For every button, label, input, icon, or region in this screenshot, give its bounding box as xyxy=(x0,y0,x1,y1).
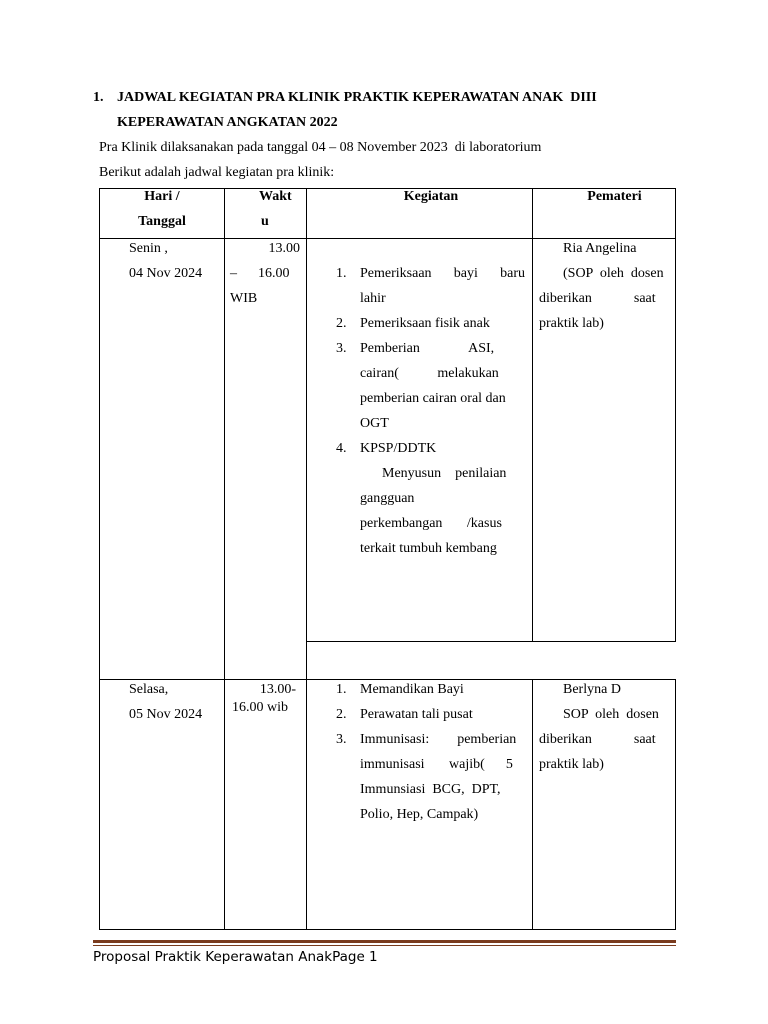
intro-line2: Berikut adalah jadwal kegiatan pra klinik: xyxy=(99,165,335,180)
row2-speaker-note-3: praktik lab) xyxy=(539,757,604,772)
row2-speaker xyxy=(539,677,670,777)
row2-time-line2: 16.00 wib xyxy=(232,700,288,715)
list-item: 3. Immunisasi: pemberian immunisasi wajib( 5 Immunsiasi BCG, DPT, Polio, Hep, Campak) xyxy=(336,732,517,822)
row2-col-divider-2 xyxy=(306,679,307,930)
intro-line1: Pra Klinik dilaksanakan pada tanggal 04 – 08 November 2023 di laboratorium xyxy=(99,140,542,155)
header-day-line2: Tanggal xyxy=(138,214,186,229)
row1-date: 04 Nov 2024 xyxy=(129,266,203,281)
header-activity: Kegiatan xyxy=(403,189,459,204)
row2-day xyxy=(129,677,202,727)
row2-col-divider-3 xyxy=(532,679,533,930)
row2-speaker-note-1: SOP oleh dosen xyxy=(563,707,659,722)
header-time-line2: u xyxy=(261,214,269,229)
row2-right xyxy=(675,679,676,930)
row2-day-name: Selasa, xyxy=(129,682,169,697)
table-border-right xyxy=(675,188,676,642)
table-col-divider-3 xyxy=(532,188,533,642)
list-item: 3. Pemberian ASI, cairan( melakukan pemberian cairan oral dan OGT xyxy=(336,341,506,431)
row1-day-name: Senin , xyxy=(129,241,168,256)
row1-speaker-note-2: diberikan saat xyxy=(539,291,656,306)
table-col-divider-1 xyxy=(224,188,225,679)
row2-bottom xyxy=(99,929,676,930)
table-col-divider-2 xyxy=(306,188,307,679)
row1-bottom-partial xyxy=(306,641,676,642)
row1-activities xyxy=(336,261,525,561)
row2-time xyxy=(232,677,296,717)
list-item: 4. KPSP/DDTK xyxy=(336,441,437,456)
row1-time-line1: 13.00 xyxy=(268,241,300,256)
row1-day xyxy=(129,236,202,286)
row1-speaker-name: Ria Angelina xyxy=(563,241,637,256)
row1-speaker-note-3: praktik lab) xyxy=(539,316,604,331)
row2-col-divider-1 xyxy=(224,679,225,930)
header-day xyxy=(100,184,224,234)
section-title-line1: JADWAL KEGIATAN PRA KLINIK PRAKTIK KEPERAWATAN ANAK DIII xyxy=(117,90,597,105)
header-time-line1: Wakt xyxy=(259,189,292,204)
row1-time-line2: – 16.00 xyxy=(230,266,290,281)
header-time xyxy=(259,184,292,234)
row2-date: 05 Nov 2024 xyxy=(129,707,203,722)
row2-speaker-name: Berlyna D xyxy=(563,682,621,697)
list-item: 2. Perawatan tali pusat xyxy=(336,707,473,722)
row1-time-line3: WIB xyxy=(230,291,258,306)
header-speaker: Pemateri xyxy=(587,189,642,204)
list-item: 1. Pemeriksaan bayi baru lahir xyxy=(336,266,525,306)
footer-rule-thick xyxy=(93,940,676,943)
row2-speaker-note-2: diberikan saat xyxy=(539,732,656,747)
row2-activities xyxy=(336,677,525,827)
row2-time-line1: 13.00- xyxy=(259,682,296,697)
row1-time xyxy=(230,236,300,311)
row1-activity-note: Menyusun penilaian gangguan perkembangan /kasus terkait tumbuh kembang xyxy=(360,466,507,556)
section-number: 1. xyxy=(93,90,104,105)
row1-speaker xyxy=(539,236,670,336)
list-item: 1. Memandikan Bayi xyxy=(336,682,464,697)
table-border-left xyxy=(99,188,100,679)
row1-speaker-note-1: (SOP oleh dosen xyxy=(563,266,664,281)
section-title-line2: KEPERAWATAN ANGKATAN 2022 xyxy=(117,115,338,130)
row2-left xyxy=(99,679,100,930)
header-day-line1: Hari / xyxy=(144,189,180,204)
page-footer: Proposal Praktik Keperawatan AnakPage 1 xyxy=(93,949,378,965)
list-item: 2. Pemeriksaan fisik anak xyxy=(336,316,490,331)
